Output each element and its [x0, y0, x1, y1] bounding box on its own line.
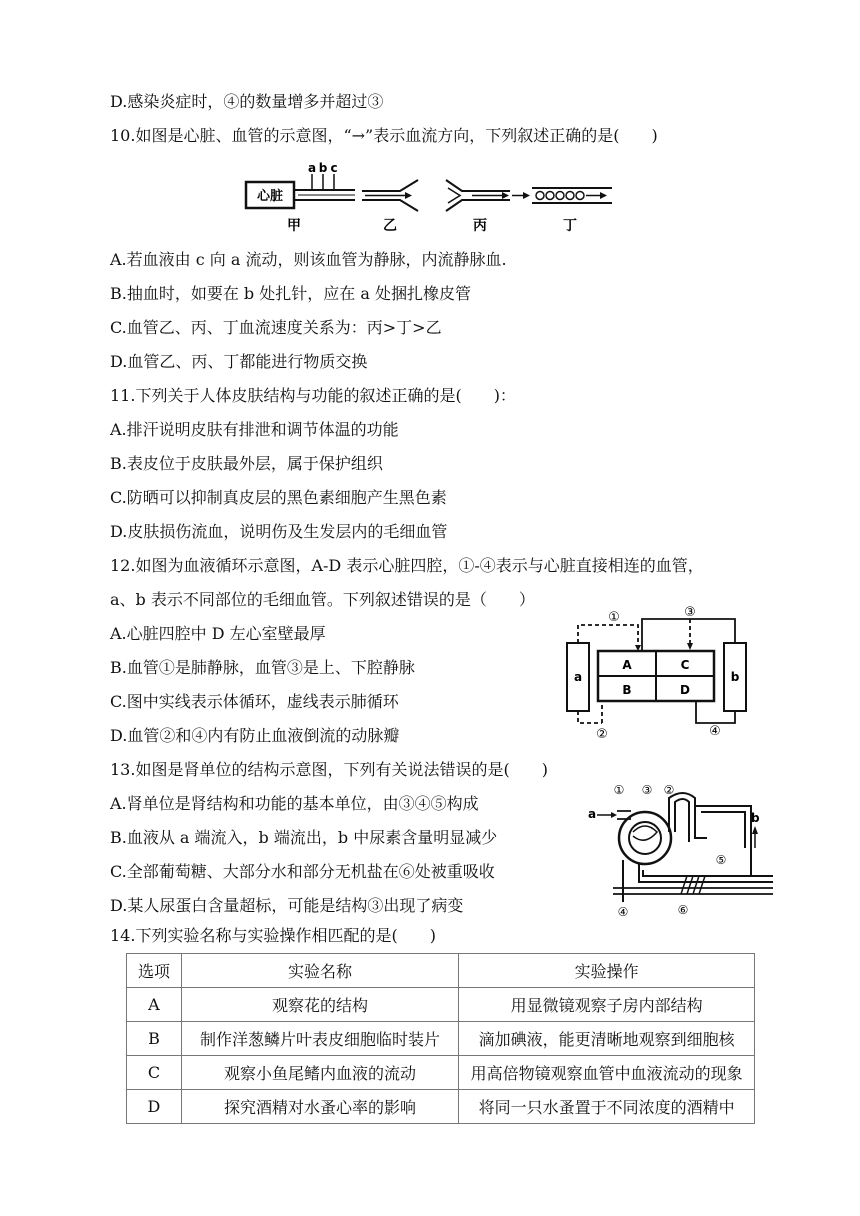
q13-option-b: B.血液从 a 端流入，b 端流出，b 中尿素含量明显减少 [110, 828, 498, 847]
label-c: c [330, 161, 338, 175]
q10-option-b: B.抽血时，如要在 b 处扎针，应在 a 处捆扎橡皮管 [110, 284, 471, 303]
q12-option-d: D.血管②和④内有防止血液倒流的动脉瓣 [110, 726, 400, 745]
q12-stem: 12.如图为血液循环示意图，A-D 表示心脏四腔，①-④表示与心脏直接相连的血管， [110, 556, 704, 575]
q12-option-c: C.图中实线表示体循环，虚线表示肺循环 [110, 692, 399, 711]
table-row [127, 988, 755, 1022]
table-row [127, 1090, 755, 1124]
q12-option-b: B.血管①是肺静脉，血管③是上、下腔静脉 [110, 658, 415, 677]
end-a: a [588, 807, 597, 821]
nephron-figure [583, 780, 778, 920]
chamber-b: B [622, 683, 632, 697]
chamber-a: A [622, 658, 632, 672]
chamber-c: C [680, 658, 690, 672]
header-option: 选项 [127, 954, 182, 988]
cell-option: A [127, 988, 182, 1022]
q11-option-a: A.排汗说明皮肤有排泄和调节体温的功能 [110, 420, 399, 439]
cell-operation: 将同一只水蚤置于不同浓度的酒精中 [459, 1090, 755, 1124]
heart-label: 心脏 [256, 189, 284, 204]
q14-stem: 14.下列实验名称与实验操作相匹配的是( ) [110, 926, 436, 945]
num-5: ⑤ [715, 853, 727, 867]
q10-option-c: C.血管乙、丙、丁血流速度关系为：丙>丁>乙 [110, 318, 442, 337]
q9-option-d: D.感染炎症时，④的数量增多并超过③ [110, 92, 384, 111]
vessel-4: ④ [709, 724, 721, 739]
q13-option-c: C.全部葡萄糖、大部分水和部分无机盐在⑥处被重吸收 [110, 862, 495, 881]
num-2: ② [663, 783, 675, 797]
renal-capsule [619, 812, 671, 864]
cell-operation: 用显微镜观察子房内部结构 [459, 988, 755, 1022]
q12-option-a: A.心脏四腔中 D 左心室壁最厚 [110, 624, 326, 643]
header-operation: 实验操作 [459, 954, 755, 988]
cell-name: 观察花的结构 [181, 988, 458, 1022]
vessel-2: ② [596, 727, 608, 742]
cell-operation: 滴加碘液，能更清晰地观察到细胞核 [459, 1022, 755, 1056]
q10-stem: 10.如图是心脏、血管的示意图，“→”表示血流方向，下列叙述正确的是( ) [110, 126, 658, 145]
label-b: b [318, 161, 328, 175]
num-4: ④ [617, 905, 629, 919]
cap-a-label: a [573, 670, 583, 684]
q11-option-b: B.表皮位于皮肤最外层，属于保护组织 [110, 454, 383, 473]
chamber-d: D [680, 683, 690, 697]
num-6: ⑥ [677, 903, 689, 917]
vessel-3: ③ [684, 605, 696, 620]
cap-b-label: b [730, 670, 740, 684]
num-3: ③ [641, 783, 653, 797]
label-ding: 丁 [563, 218, 577, 234]
label-jia: 甲 [287, 218, 301, 234]
cell-name: 探究酒精对水蚤心率的影响 [181, 1090, 458, 1124]
table-header-row [127, 954, 755, 988]
label-a: a [307, 161, 317, 175]
q12-stem-cont: a、b 表示不同部位的毛细血管。下列叙述错误的是（ ） [110, 590, 535, 609]
table-row [127, 1056, 755, 1090]
cell-operation: 用高倍物镜观察血管中血液流动的现象 [459, 1056, 755, 1090]
vessel-1: ① [608, 610, 620, 625]
q11-option-c: C.防晒可以抑制真皮层的黑色素细胞产生黑色素 [110, 488, 447, 507]
q13-option-d: D.某人尿蛋白含量超标，可能是结构③出现了病变 [110, 896, 464, 915]
cell-option: B [127, 1022, 182, 1056]
cell-option: C [127, 1056, 182, 1090]
header-name: 实验名称 [181, 954, 458, 988]
label-bing: 丙 [473, 218, 487, 234]
q13-option-a: A.肾单位是肾结构和功能的基本单位，由③④⑤构成 [110, 794, 479, 813]
cell-name: 观察小鱼尾鳍内血液的流动 [181, 1056, 458, 1090]
q11-option-d: D.皮肤损伤流血，说明伤及生发层内的毛细血管 [110, 522, 448, 541]
q10-option-a: A.若血液由 c 向 a 流动，则该血管为静脉，内流静脉血. [110, 250, 507, 269]
end-b: b [751, 811, 760, 825]
heart-vessel-figure [240, 160, 620, 240]
num-1: ① [613, 783, 625, 797]
circulation-figure [562, 605, 762, 745]
experiment-table [126, 953, 755, 1124]
cell-option: D [127, 1090, 182, 1124]
table-row [127, 1022, 755, 1056]
q11-stem: 11.下列关于人体皮肤结构与功能的叙述正确的是( )： [110, 386, 516, 405]
cell-name: 制作洋葱鳞片叶表皮细胞临时装片 [181, 1022, 458, 1056]
label-yi: 乙 [383, 218, 397, 234]
q13-stem: 13.如图是肾单位的结构示意图，下列有关说法错误的是( ) [110, 760, 548, 779]
q10-option-d: D.血管乙、丙、丁都能进行物质交换 [110, 352, 368, 371]
